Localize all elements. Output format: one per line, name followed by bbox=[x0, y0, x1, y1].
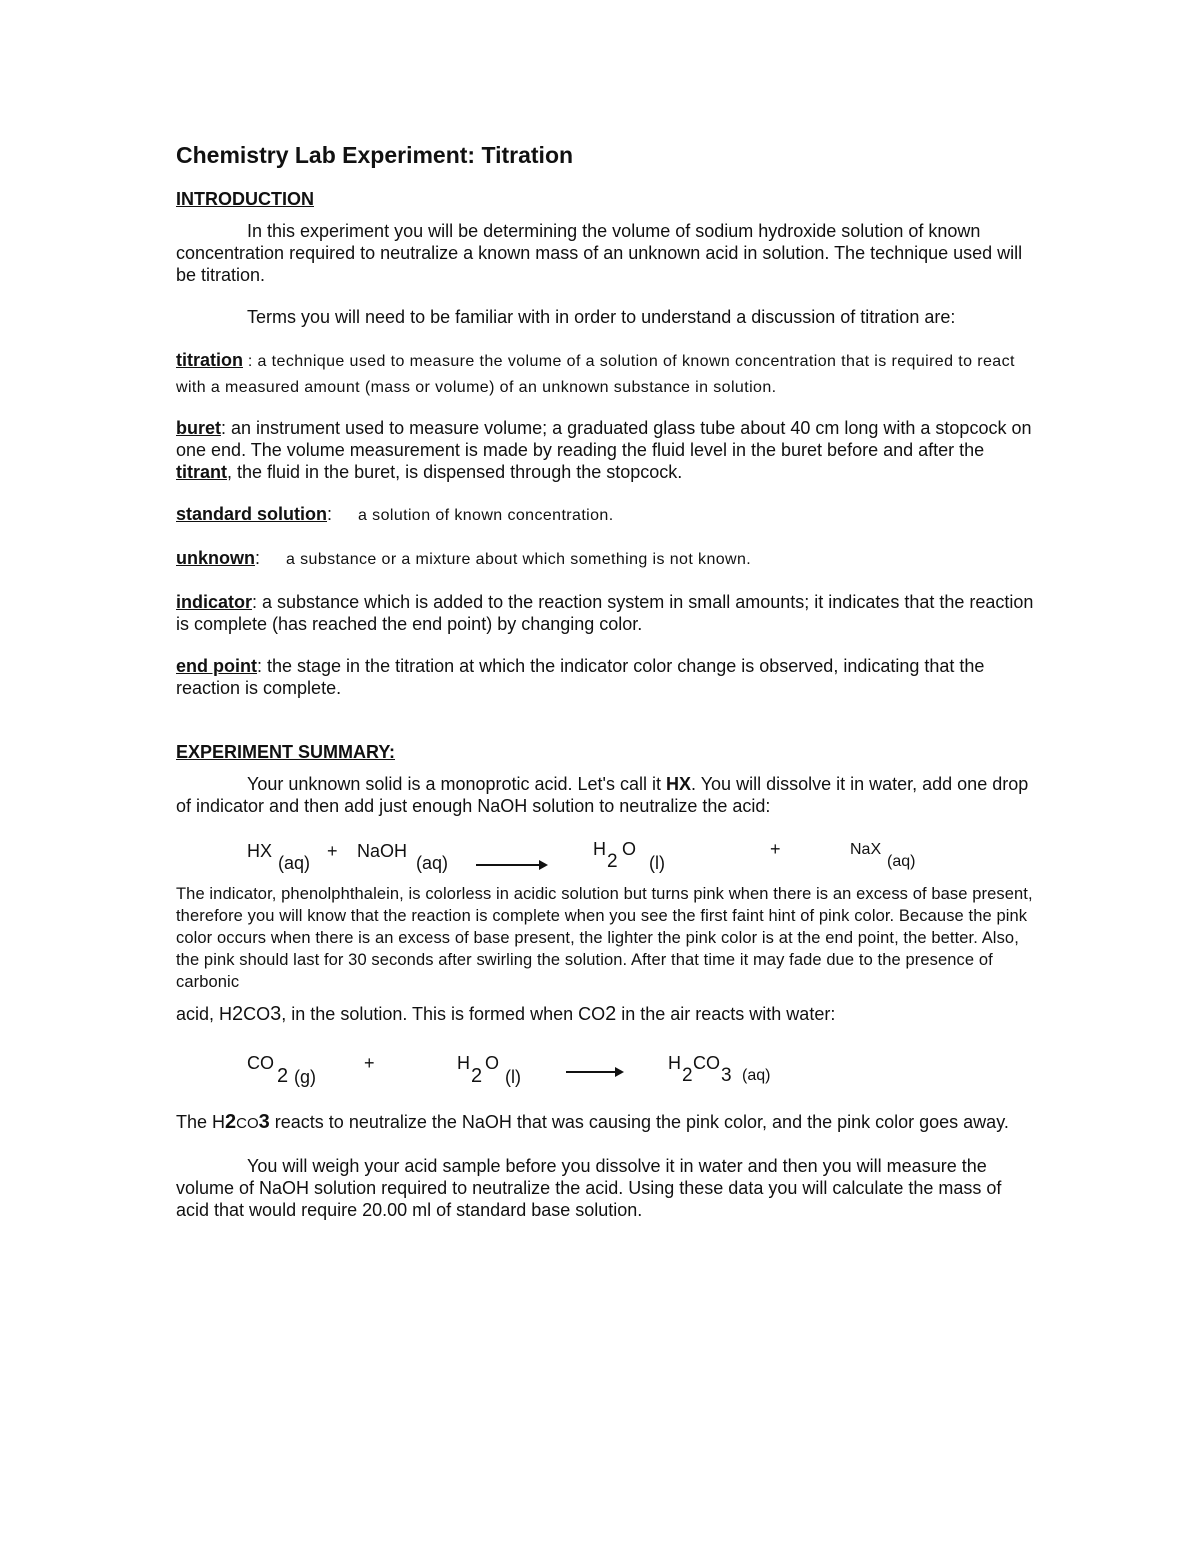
p3-text-d: in the air reacts with water: bbox=[616, 1004, 836, 1024]
eq1-hx-state: (aq) bbox=[278, 853, 311, 873]
end-point-definition bbox=[176, 655, 1036, 699]
carbonic-acid-equation bbox=[176, 1053, 1036, 1099]
term-titrant: titrant bbox=[176, 462, 227, 482]
eq1-o: O bbox=[622, 839, 637, 859]
term-end-point: end point bbox=[176, 656, 257, 676]
p4-text-c: reacts to neutralize the NaOH that was causing the pink color, and the pink color goes away. bbox=[269, 1112, 1009, 1132]
eq1-hx: HX bbox=[247, 841, 273, 861]
buret-definition bbox=[176, 417, 1036, 483]
eq1-naoh-state: (aq) bbox=[416, 853, 449, 873]
eq1-liquid-state: (l) bbox=[649, 853, 665, 873]
summary-p1-text-a: Your unknown solid is a monoprotic acid. Let's call it bbox=[247, 774, 666, 794]
final-paragraph: You will weigh your acid sample before you dissolve it in water and then you will measure the volume of NaOH solution required to neutralize the acid. Using these data you will calculate the mass of acid that would require 20.00 ml of standard base solution. bbox=[176, 1156, 1002, 1220]
standard-def-text: a solution of known concentration. bbox=[358, 507, 614, 524]
term-titration: titration bbox=[176, 350, 243, 370]
p4-text-b: CO bbox=[236, 1115, 259, 1132]
carbonic-acid-paragraph bbox=[176, 1001, 1036, 1027]
p3-text-c: , in the solution. This is formed when CO bbox=[281, 1004, 606, 1024]
introduction-heading: INTRODUCTION bbox=[176, 189, 314, 209]
eq1-naoh: NaOH bbox=[357, 841, 408, 861]
terms-intro-paragraph: Terms you will need to be familiar with in order to understand a discussion of titration are: bbox=[247, 307, 956, 327]
eq1-plus-2: + bbox=[770, 839, 781, 859]
buret-def-text-b: , the fluid in the buret, is dispensed through the stopcock. bbox=[227, 462, 683, 482]
indicator-definition bbox=[176, 591, 1036, 635]
p3-sub-2a: 2 bbox=[232, 1003, 244, 1025]
p4-sub-2: 2 bbox=[225, 1111, 237, 1133]
neutralize-paragraph bbox=[176, 1111, 1036, 1135]
eq2-h2-sub: 2 bbox=[682, 1065, 693, 1086]
hx-label: HX bbox=[666, 774, 692, 794]
term-indicator: indicator bbox=[176, 592, 253, 612]
p3-text-b: CO bbox=[243, 1004, 271, 1024]
summary-p1-text-b: . You will dissolve it in water, add one drop of indicator and then add just enough NaOH solution to neutralize the acid: bbox=[176, 774, 1029, 816]
indicator-paragraph: The indicator, phenolphthalein, is colorless in acidic solution but turns pink when there is an excess of base present, therefore you will know that the reaction is complete when you see the first faint hint of pink color. Because the pink color occurs when there is an excess of base present, the lighter the pink color is at the end point, the better. Also, the pink should last for 30 seconds after swirling the solution. After that time it may fade due to the presence of carbonic bbox=[176, 885, 1033, 991]
eq1-nax-state: (aq) bbox=[887, 853, 916, 870]
term-unknown: unknown bbox=[176, 548, 255, 568]
eq2-h-sub: 2 bbox=[471, 1065, 483, 1087]
buret-def-text-a: : an instrument used to measure volume; a graduated glass tube about 40 cm long with a stopcock on one end. The volume measurement is made by reading the fluid level in the buret before and after the bbox=[176, 418, 1032, 460]
eq2-gas-state: (g) bbox=[294, 1067, 316, 1087]
eq2-liquid-state: (l) bbox=[505, 1067, 521, 1087]
eq1-h: H bbox=[593, 839, 606, 859]
p4-sub-3: 3 bbox=[258, 1111, 270, 1133]
eq2-aqueous-state: (aq) bbox=[742, 1067, 771, 1084]
p3-sub-2b: 2 bbox=[605, 1003, 617, 1025]
neutralization-equation bbox=[176, 839, 1036, 883]
eq2-co3-sub: 3 bbox=[721, 1065, 732, 1086]
p3-sub-3: 3 bbox=[270, 1003, 282, 1025]
eq2-reaction-arrow bbox=[566, 1071, 622, 1073]
eq1-nax: NaX bbox=[850, 841, 882, 858]
p3-text-a: acid, H bbox=[176, 1004, 233, 1024]
experiment-summary-heading: EXPERIMENT SUMMARY: bbox=[176, 742, 396, 762]
eq1-reaction-arrow bbox=[476, 864, 546, 866]
eq1-plus-1: + bbox=[327, 841, 338, 861]
standard-solution-definition bbox=[176, 503, 1036, 527]
eq2-co: CO bbox=[247, 1053, 274, 1073]
unknown-def-text: a substance or a mixture about which something is not known. bbox=[286, 551, 752, 568]
p4-text-a: The H bbox=[176, 1112, 226, 1132]
indicator-def-text: : a substance which is added to the reaction system in small amounts; it indicates that the reaction is complete (has reached the end point) by changing color. bbox=[176, 592, 1034, 634]
intro-paragraph: In this experiment you will be determining the volume of sodium hydroxide solution of known concentration required to neutralize a known mass of an unknown acid in solution. The technique used will be titration. bbox=[176, 221, 1023, 285]
standard-colon: : bbox=[327, 504, 333, 524]
unknown-colon: : bbox=[255, 548, 261, 568]
titration-definition bbox=[176, 348, 1036, 400]
term-standard-solution: standard solution bbox=[176, 504, 328, 524]
eq1-h-sub: 2 bbox=[607, 851, 618, 872]
eq2-co-sub: 2 bbox=[277, 1065, 289, 1087]
document-page bbox=[176, 140, 1036, 1221]
eq2-o: O bbox=[485, 1053, 500, 1073]
eq2-h2: H bbox=[668, 1053, 681, 1073]
titration-def-text: : a technique used to measure the volume of a solution of known concentration that is required to react with a measured amount (mass or volume) of an unknown substance in solution. bbox=[176, 353, 1015, 396]
term-buret: buret bbox=[176, 418, 221, 438]
eq2-h: H bbox=[457, 1053, 470, 1073]
summary-paragraph-1 bbox=[176, 773, 1036, 817]
eq2-plus: + bbox=[364, 1053, 375, 1073]
unknown-definition bbox=[176, 547, 1036, 571]
page-title: Chemistry Lab Experiment: Titration bbox=[176, 142, 574, 168]
eq2-co3: CO bbox=[693, 1053, 720, 1073]
end-point-def-text: : the stage in the titration at which the indicator color change is observed, indicating that the reaction is complete. bbox=[176, 656, 985, 698]
